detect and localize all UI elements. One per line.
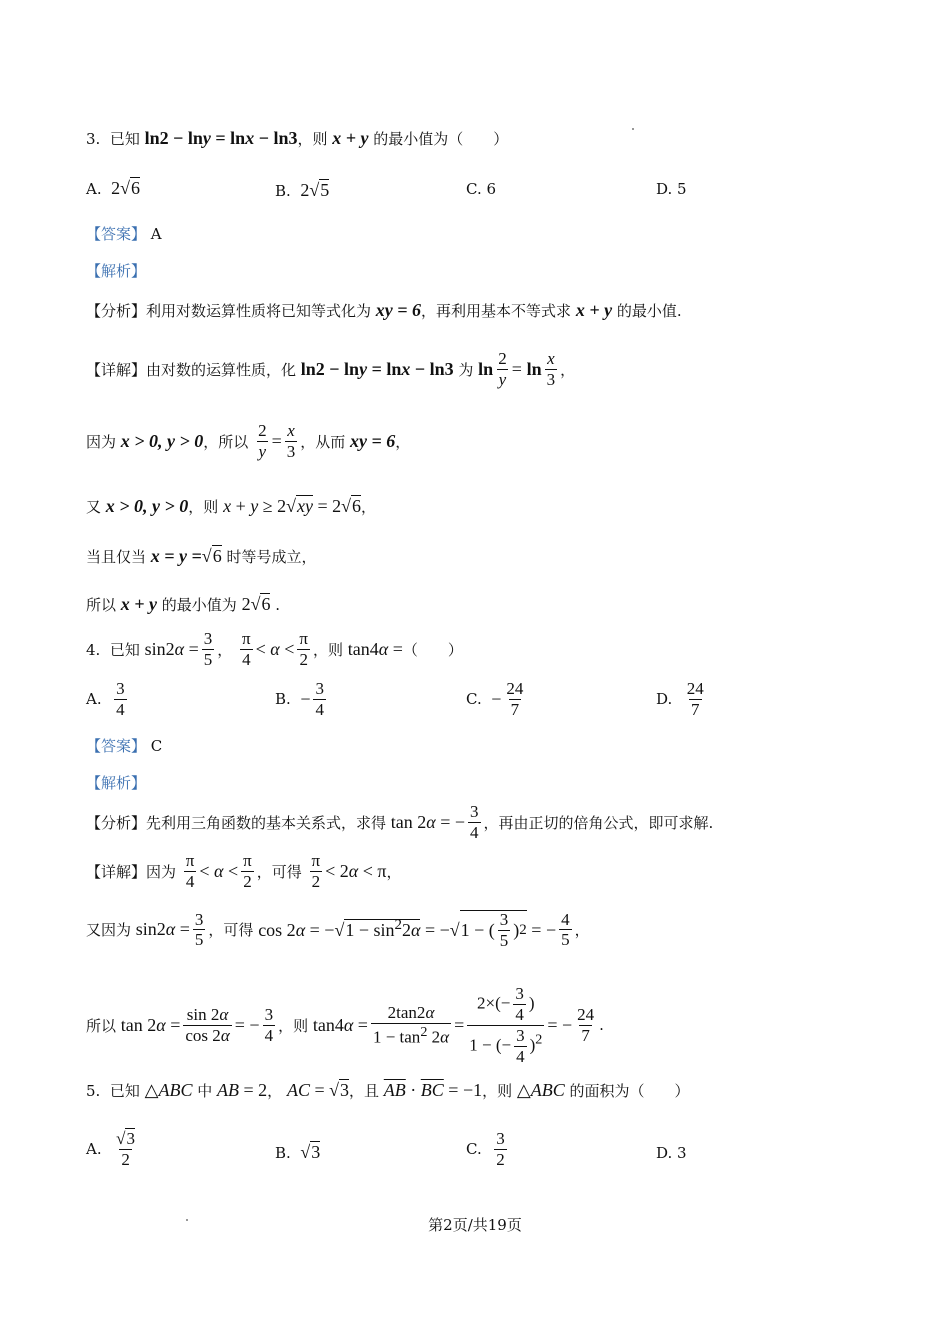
q4-answer: 【答案】 C bbox=[86, 736, 163, 755]
q3-option-a: A. 2√6 bbox=[86, 178, 141, 198]
q4-detail-1: 【详解】因为 $\frac{\pi}{4}$ < α < $\frac{\pi}{2}$ ，可得 $\frac{\pi}{2}$ < 2α < π ， bbox=[86, 851, 402, 891]
q5-option-c: C. $\frac{3}{2}$ bbox=[466, 1129, 505, 1169]
q3-detail-4: 当且仅当 x = y = √6 时等号成立， bbox=[86, 546, 317, 566]
page-footer: 第2页/共19页 bbox=[428, 1216, 522, 1234]
q4-option-d: D. $\frac{24}{7}$ bbox=[656, 679, 704, 719]
q5-option-a: A. $\frac{√3}{2}$ bbox=[86, 1129, 135, 1169]
speck-top bbox=[632, 128, 634, 130]
q5-option-d: D. 3 bbox=[656, 1144, 687, 1162]
q3-answer: 【答案】 A bbox=[86, 224, 162, 243]
q5-option-b: B. √3 bbox=[275, 1142, 321, 1162]
q3-stem: 3. 已知 ln2 − lny = lnx − ln3 ，则 x + y 的最小值为（ ） bbox=[86, 128, 509, 148]
q3-option-d: D. 5 bbox=[656, 180, 687, 198]
q3-detail-2: 因为 x > 0, y > 0 ，所以 $\frac{2}{y}$ = $\frac{x}{3}$ ，从而 xy = 6 ， bbox=[86, 421, 411, 461]
q3-fenxi: 【分析】利用对数运算性质将已知等式化为 xy = 6 ，再利用基本不等式求 x + y 的最小值. bbox=[86, 300, 682, 320]
q3-detail-5: 所以 x + y 的最小值为 2√6 . bbox=[86, 594, 281, 614]
q3-detail-3: 又 x > 0, y > 0 ，则 x + y ≥ 2√xy = 2√6 ， bbox=[86, 496, 377, 516]
q4-detail-3: 所以 tan 2α = $\frac{\sin 2\alpha}{\cos 2\alpha}$ = − $\frac{3}{4}$ ，则 tan4α = $\frac{2\tan 2\alpha}{1 - \tan^2 2\alpha}$ = 2×(− $\frac{3}{4}$ ) 1 − (− $\frac{3}{4}$ )$^2$ = − $\frac{24}{7}$ . bbox=[86, 984, 604, 1066]
q4-option-a: A. $\frac{3}{4}$ bbox=[86, 679, 125, 719]
q4-stem: 4. 已知 sin2α = $\frac{3}{5}$ ， $\frac{\pi}{4}$ < α < $\frac{\pi}{2}$ ，则 tan4α = （ ） bbox=[86, 629, 463, 669]
q3-detail-1: 【详解】由对数的运算性质，化 ln2 − lny = lnx − ln3 为 ln $\frac{2}{y}$ = ln $\frac{x}{3}$ ， bbox=[86, 349, 576, 389]
q4-detail-2: 又因为 sin2α = $\frac{3}{5}$ ，可得 $\cos 2\alpha = -√1 - \sin^22\alpha = -√1$ − ( $\frac{3}{5}$ ) 2 = − $\frac{4}{5}$ ， bbox=[86, 909, 590, 950]
q3-option-b: B. 2√5 bbox=[275, 180, 330, 200]
q4-option-c: C. − $\frac{24}{7}$ bbox=[466, 679, 524, 719]
q4-fenxi: 【分析】先利用三角函数的基本关系式，求得 tan 2α = − $\frac{3}{4}$ ，再由正切的倍角公式，即可求解. bbox=[86, 802, 714, 842]
q4-option-b: B. − $\frac{3}{4}$ bbox=[275, 679, 324, 719]
q3-analysis-tag: 【解析】 bbox=[86, 262, 147, 280]
q5-stem: 5. 已知 △ABC 中 AB = 2 ， AC = √3 ，且 $\overline{AB} \cdot \overline{BC} = -1$ ，则 △ABC 的面积为（ ） bbox=[86, 1080, 690, 1100]
q4-analysis-tag: 【解析】 bbox=[86, 774, 147, 792]
q3-option-c: C. 6 bbox=[466, 180, 497, 198]
